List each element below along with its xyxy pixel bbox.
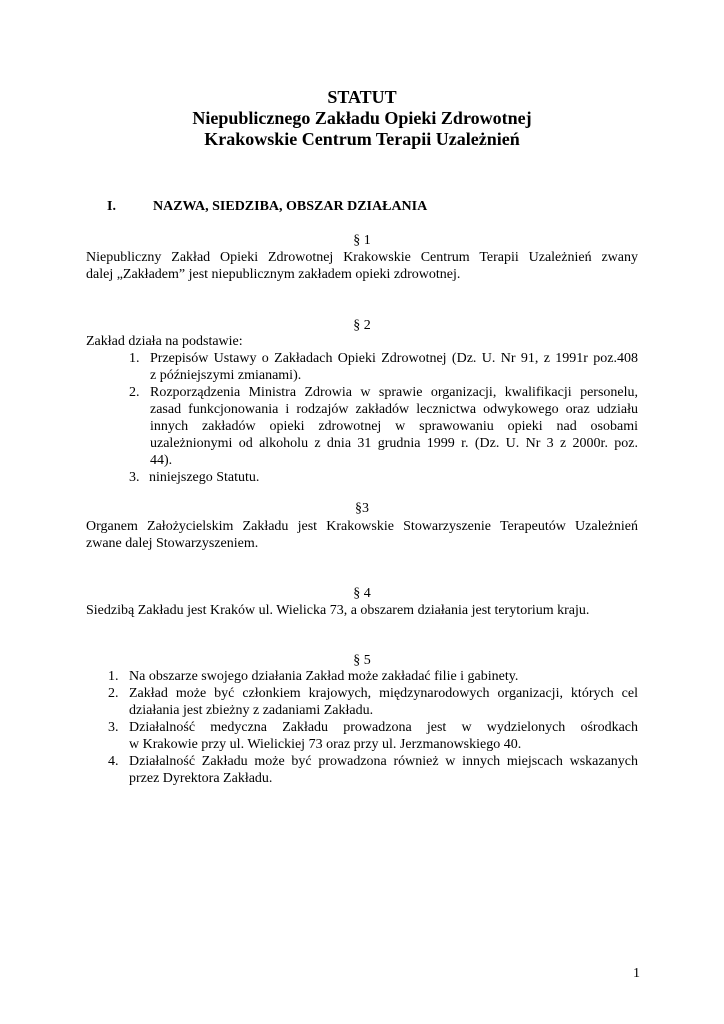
chapter-title: NAZWA, SIEDZIBA, OBSZAR DZIAŁANIA (153, 199, 428, 214)
list-item (108, 719, 638, 753)
list-item-line: działania jest zbieżny z zadaniami Zakładu. (129, 703, 374, 718)
list-item-number: 1. (129, 351, 140, 366)
section-sign-1: § 1 (353, 233, 371, 248)
list-item-line: Przepisów Ustawy o Zakładach Opieki Zdrowotnej (Dz. U. Nr 91, z 1991r poz.408 (150, 351, 638, 366)
list-item (129, 384, 638, 469)
section-1-text (86, 249, 638, 283)
section-1-line: Niepubliczny Zakład Opieki Zdrowotnej Krakowskie Centrum Terapii Uzależnień zwany (86, 250, 638, 265)
list-item (129, 350, 638, 384)
list-item-number: 2. (129, 385, 140, 400)
list-item-line: uzależnionymi od alkoholu z dnia 31 grudnia 1999 r. (Dz. U. Nr 3 z 2000r. poz. (150, 436, 638, 451)
list-item-line: z późniejszymi zmianami). (150, 368, 302, 383)
chapter-number: I. (107, 199, 116, 214)
section-sign-2: § 2 (353, 318, 371, 333)
section-4-text (86, 602, 638, 619)
title-line-center: Krakowskie Centrum Terapii Uzależnień (204, 129, 520, 149)
list-item-line: w Krakowie przy ul. Wielickiej 73 oraz przy ul. Jerzmanowskiego 40. (129, 737, 522, 752)
document-title (0, 87, 724, 150)
list-item-line: zasad funkcjonowania i rodzajów zakładów lecznictwa odwykowego oraz udziału (150, 402, 638, 417)
section-1-line: dalej „Zakładem” jest niepublicznym zakładem opieki zdrowotnej. (86, 267, 461, 282)
list-item-number: 2. (108, 686, 119, 701)
title-line-statut: STATUT (327, 87, 397, 107)
list-item-number: 4. (108, 754, 119, 769)
chapter-heading (107, 198, 427, 215)
section-3-line: Organem Założycielskim Zakładu jest Krakowskie Stowarzyszenie Terapeutów Uzależnień (86, 519, 638, 534)
page-number: 1 (633, 966, 640, 981)
title-line-institution: Niepublicznego Zakładu Opieki Zdrowotnej (192, 108, 532, 128)
list-item (129, 469, 638, 486)
section-sign-5: § 5 (353, 653, 371, 668)
list-item-number: 3. (129, 470, 140, 485)
section-sign-4: § 4 (353, 586, 371, 601)
list-item-line: niniejszego Statutu. (149, 470, 260, 485)
list-item-line: innych zakładów opieki zdrowotnej w sprawowaniu opieki nad osobami (150, 419, 638, 434)
list-item-number: 3. (108, 720, 119, 735)
list-item-line: Zakład może być członkiem krajowych, międzynarodowych organizacji, których cel (129, 686, 638, 701)
section-3-text (86, 518, 638, 552)
section-sign-3: §3 (355, 501, 369, 516)
list-item-line: Rozporządzenia Ministra Zdrowia w sprawie organizacji, kwalifikacji personelu, (150, 385, 638, 400)
list-item-number: 1. (108, 669, 119, 684)
section-2-intro: Zakład działa na podstawie: (86, 334, 243, 349)
section-2-list (129, 350, 638, 486)
list-item-line: przez Dyrektora Zakładu. (129, 771, 273, 786)
list-item (108, 668, 638, 685)
list-item-line: Działalność medyczna Zakładu prowadzona jest w wydzielonych ośrodkach (129, 720, 638, 735)
section-4-line: Siedzibą Zakładu jest Kraków ul. Wielicka 73, a obszarem działania jest terytorium kraju. (86, 603, 590, 618)
list-item-line: Działalność Zakładu może być prowadzona również w innych miejscach wskazanych (129, 754, 638, 769)
list-item-line: 44). (150, 453, 173, 468)
list-item (108, 753, 638, 787)
section-5-list (108, 668, 638, 787)
section-3-line: zwane dalej Stowarzyszeniem. (86, 536, 259, 551)
list-item (108, 685, 638, 719)
list-item-line: Na obszarze swojego działania Zakład może zakładać filie i gabinety. (129, 669, 519, 684)
